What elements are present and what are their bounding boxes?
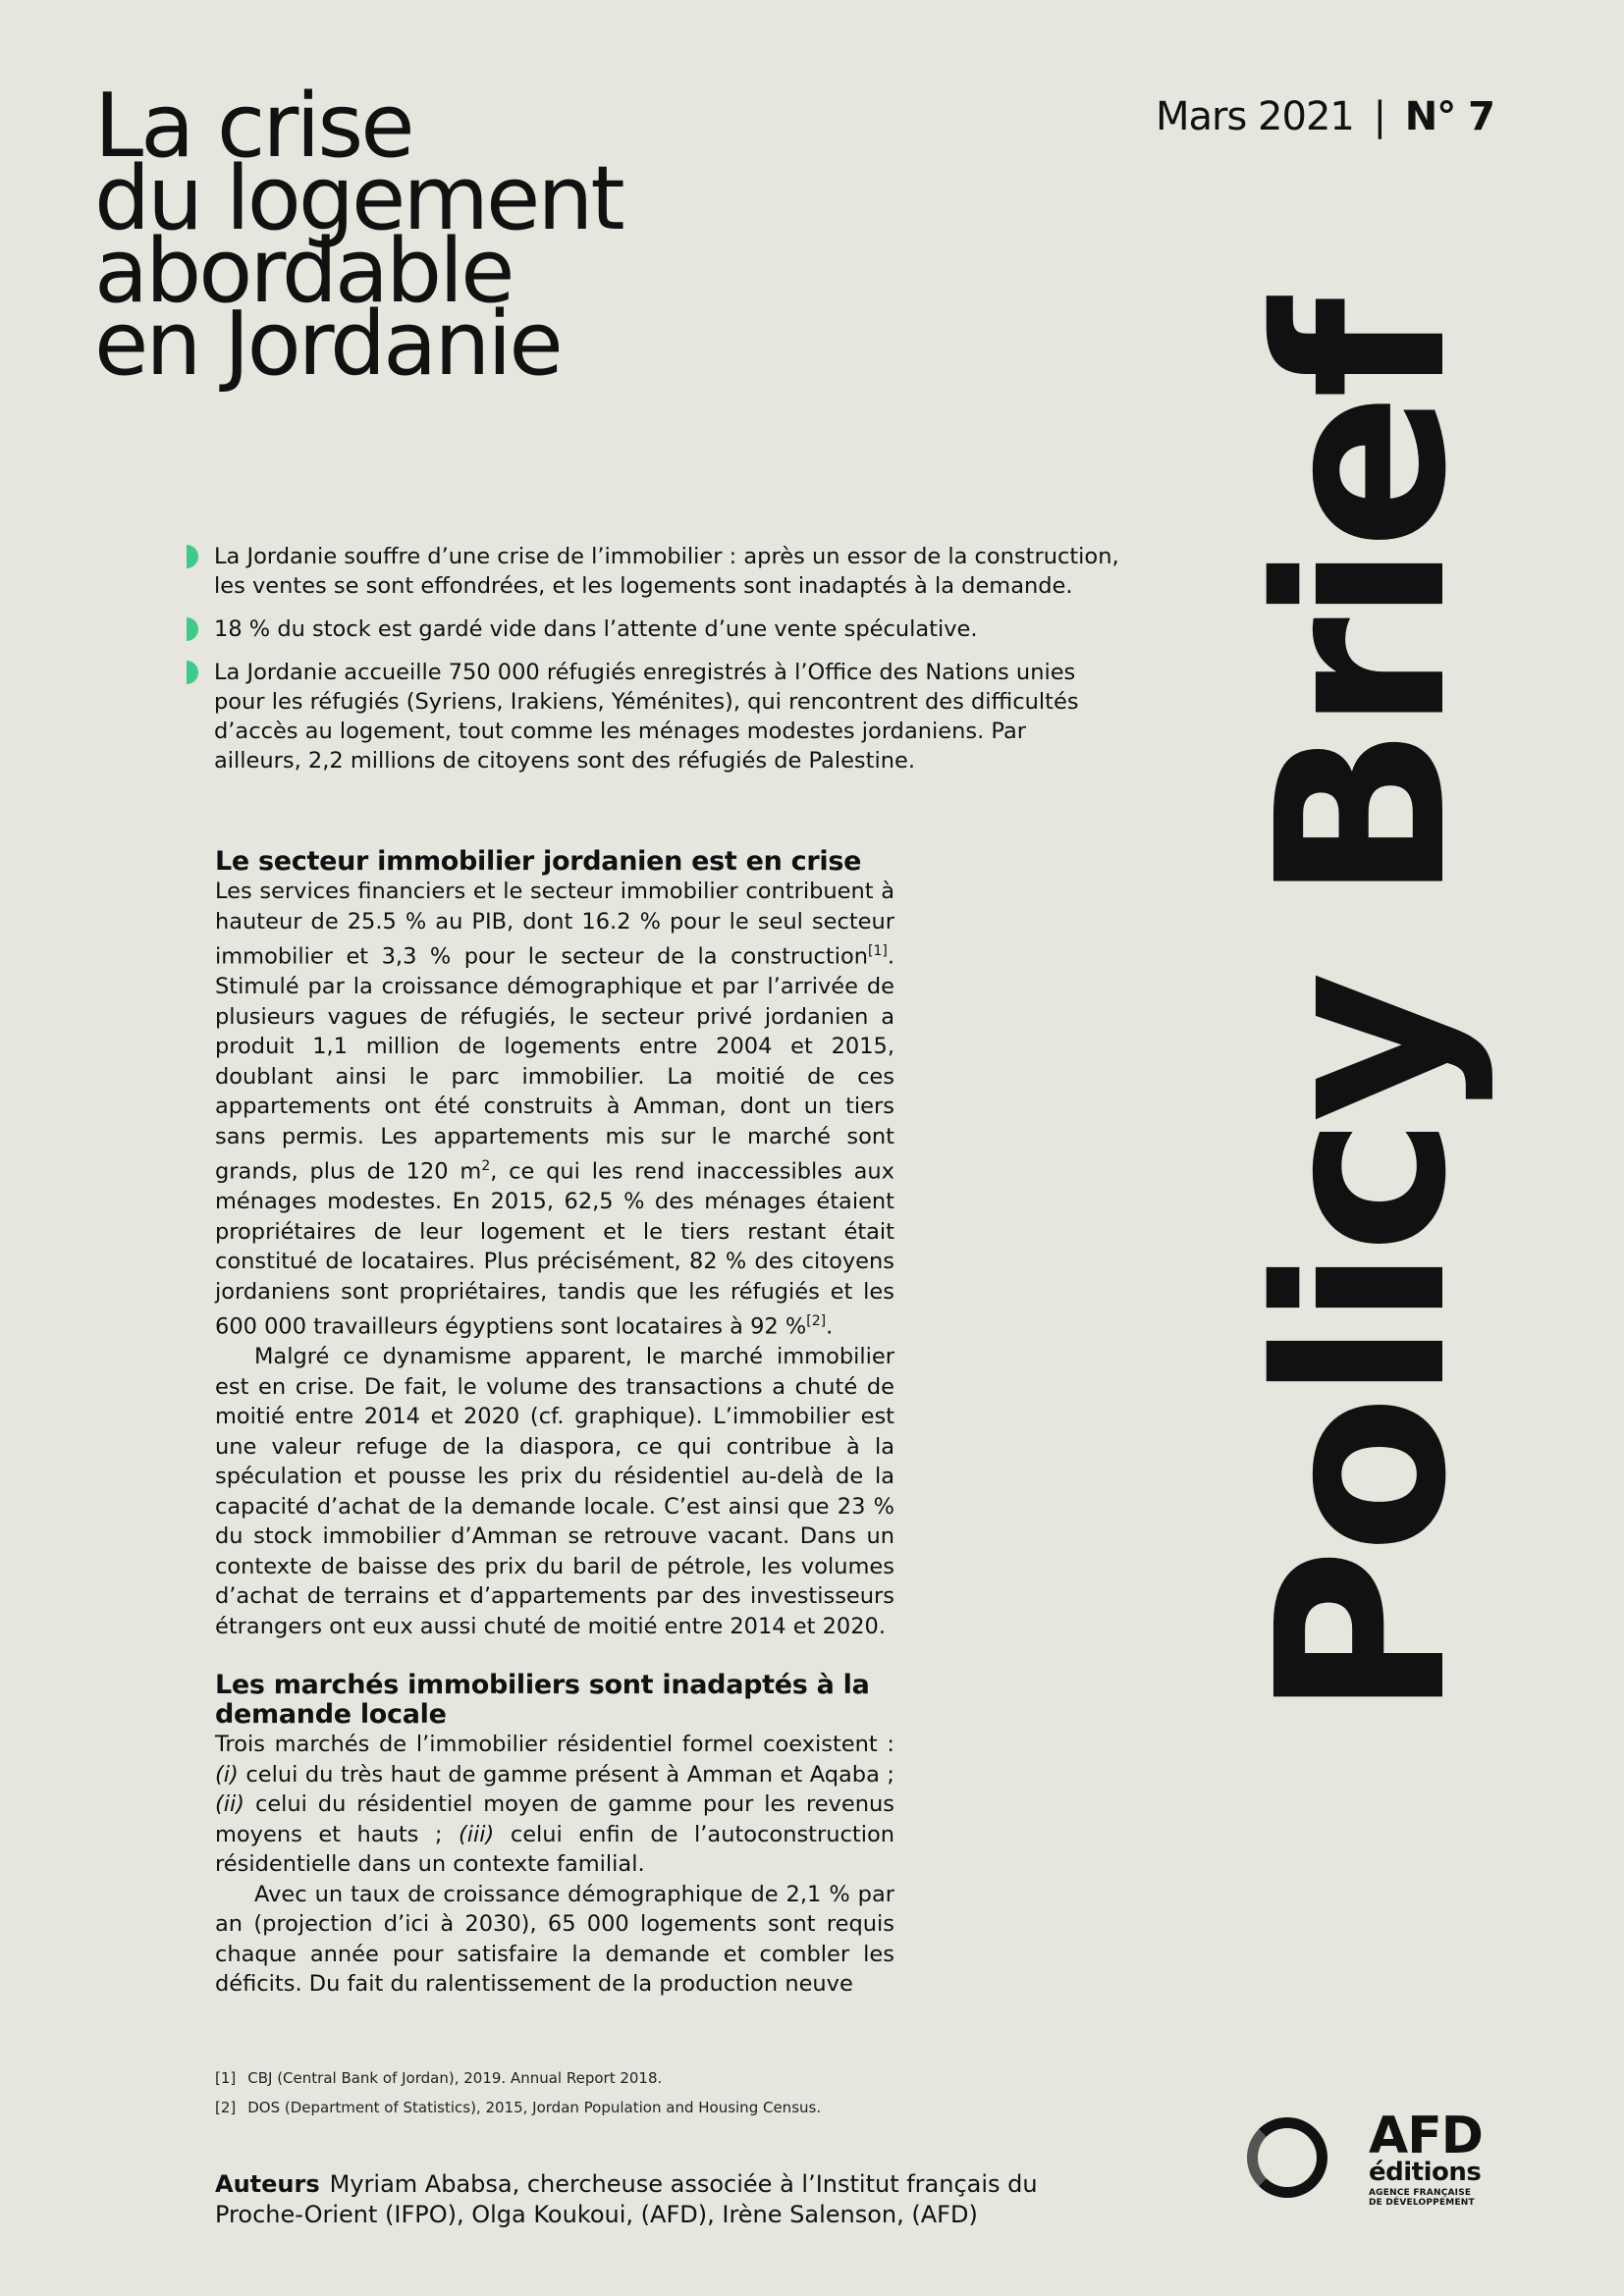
issue-date: Mars 2021	[1156, 94, 1354, 139]
footnote-number: [1]	[215, 2069, 237, 2087]
bullet-icon	[187, 545, 198, 568]
paragraph-text: , ce qui les rend inaccessibles aux ménages modestes. En 2015, 62,5 % des ménages étaient propriétaires de leur logement et le tiers restant était constitué de locataires. Plus précisément, 82 % des citoyens jordaniens sont propriétaires, tandis que les réfugiés et les 600 000 travailleurs égyptiens sont locataires à 92 %	[215, 1158, 894, 1340]
footnote-ref[interactable]: [1]	[868, 943, 888, 959]
key-point-text: La Jordanie accueille 750 000 réfugiés enregistrés à l’Office des Nations unies pour les réfugiés (Syriens, Irakiens, Yéménites), qui rencontrent des difficultés d’accès au logement, tout comme les ménages modestes jordaniens. Par ailleurs, 2,2 millions de citoyens sont des réfugiés de Palestine.	[214, 660, 1079, 774]
issue-number: N° 7	[1404, 94, 1494, 139]
paragraph	[215, 877, 894, 1342]
section-heading: Les marchés immobiliers sont inadaptés à la demande locale	[215, 1670, 870, 1730]
key-points-list	[187, 542, 1119, 789]
superscript: 2	[481, 1158, 491, 1174]
logo-agency	[1369, 2188, 1475, 2208]
footnote-text: DOS (Department of Statistics), 2015, Jordan Population and Housing Census.	[247, 2099, 822, 2116]
article-body	[215, 847, 894, 2000]
afd-ring-icon	[1247, 2117, 1327, 2198]
logo-agency-line: AGENCE FRANÇAISE	[1369, 2188, 1472, 2198]
authors	[215, 2169, 1099, 2230]
footnote-ref[interactable]: [2]	[806, 1313, 827, 1329]
enum-marker: (ii)	[215, 1791, 245, 1817]
footnotes	[215, 2066, 821, 2125]
issue-separator: |	[1373, 94, 1386, 139]
logo-subtitle: éditions	[1369, 2158, 1482, 2187]
enum-marker: (iii)	[459, 1821, 495, 1847]
key-point	[187, 658, 1119, 775]
bullet-icon	[187, 617, 198, 641]
title-line: du logement	[94, 147, 623, 250]
key-point-text: 18 % du stock est gardé vide dans l’attente d’une vente spéculative.	[214, 616, 978, 642]
paragraph: Malgré ce dynamisme apparent, le marché immobilier est en crise. De fait, le volume des transactions a chuté de moitié entre 2014 et 2020 (cf. graphique). L’immobilier est une valeur refuge de la diaspora, ce qui contribue à la spéculation et pousse les prix du résidentiel au-delà de la capacité d’achat de la demande locale. C’est ainsi que 23 % du stock immobilier d’Amman se retrouve vacant. Dans un contexte de baisse des prix du baril de pétrole, les volumes d’achat de terrains et d’appartements par des investisseurs étrangers ont eux aussi chuté de moitié entre 2014 et 2020.	[215, 1344, 894, 1639]
footnote-number: [2]	[215, 2099, 237, 2116]
title-line: La crise	[94, 75, 412, 178]
paragraph: Avec un taux de croissance démographique de 2,1 % par an (projection d’ici à 2030), 65 000 logements sont requis chaque année pour satisfaire la demande et combler les déficits. Du fait du ralentissement de la production neuve	[215, 1881, 894, 1997]
bullet-icon	[187, 661, 198, 684]
paragraph-text: celui du très haut de gamme présent à Amman et Aqaba ;	[238, 1761, 894, 1788]
title-line: abordable	[94, 220, 513, 323]
footnote-text: CBJ (Central Bank of Jordan), 2019. Annual Report 2018.	[247, 2069, 663, 2087]
paragraph-text: .	[826, 1313, 834, 1340]
policy-brief-vertical-title: Policy Brief	[1227, 303, 1497, 1718]
authors-label: Auteurs	[215, 2170, 320, 2198]
afd-editions-logo	[1245, 2107, 1500, 2214]
paragraph-text: celui du résidentiel moyen de gamme pour les revenus moyens et hauts ;	[215, 1791, 894, 1847]
section-heading: Le secteur immobilier jordanien est en crise	[215, 846, 862, 877]
key-point	[187, 542, 1119, 601]
issue-info	[1156, 94, 1494, 139]
key-point	[187, 614, 1119, 644]
paragraph	[215, 1730, 894, 1880]
key-point-text: La Jordanie souffre d’une crise de l’immobilier : après un essor de la construction, les ventes se sont effondrées, et les logements sont inadaptés à la demande.	[214, 544, 1119, 599]
footnote	[215, 2066, 821, 2090]
page-title	[94, 75, 623, 396]
title-line: en Jordanie	[94, 293, 561, 396]
authors-text: Myriam Ababsa, chercheuse associée à l’Institut français du Proche-Orient (IFPO), Olga Koukoui, (AFD), Irène Salenson, (AFD)	[215, 2170, 1038, 2228]
logo-agency-line: DE DÉVELOPPEMENT	[1369, 2198, 1475, 2208]
paragraph-text: . Stimulé par la croissance démographique et par l’arrivée de plusieurs vagues de réfugiés, le secteur privé jordanien a produit 1,1 million de logements entre 2004 et 2015, doublant ainsi le parc immobilier. La moitié de ces appartements ont été construits à Amman, dont un tiers sans permis. Les appartements mis sur le marché sont grands, plus de 120 m	[215, 943, 894, 1185]
footnote	[215, 2096, 821, 2119]
paragraph-text: Trois marchés de l’immobilier résidentiel formel coexistent :	[215, 1732, 894, 1757]
paragraph-text: Les services financiers et le secteur immobilier contribuent à hauteur de 25.5 % au PIB, dont 16.2 % pour le seul secteur immobilier et 3,3 % pour le secteur de la construction	[215, 879, 894, 970]
enum-marker: (i)	[215, 1761, 239, 1788]
logo-name: AFD	[1369, 2107, 1483, 2165]
paragraph-text: celui enfin de l’autoconstruction résidentielle dans un contexte familial.	[215, 1821, 894, 1877]
